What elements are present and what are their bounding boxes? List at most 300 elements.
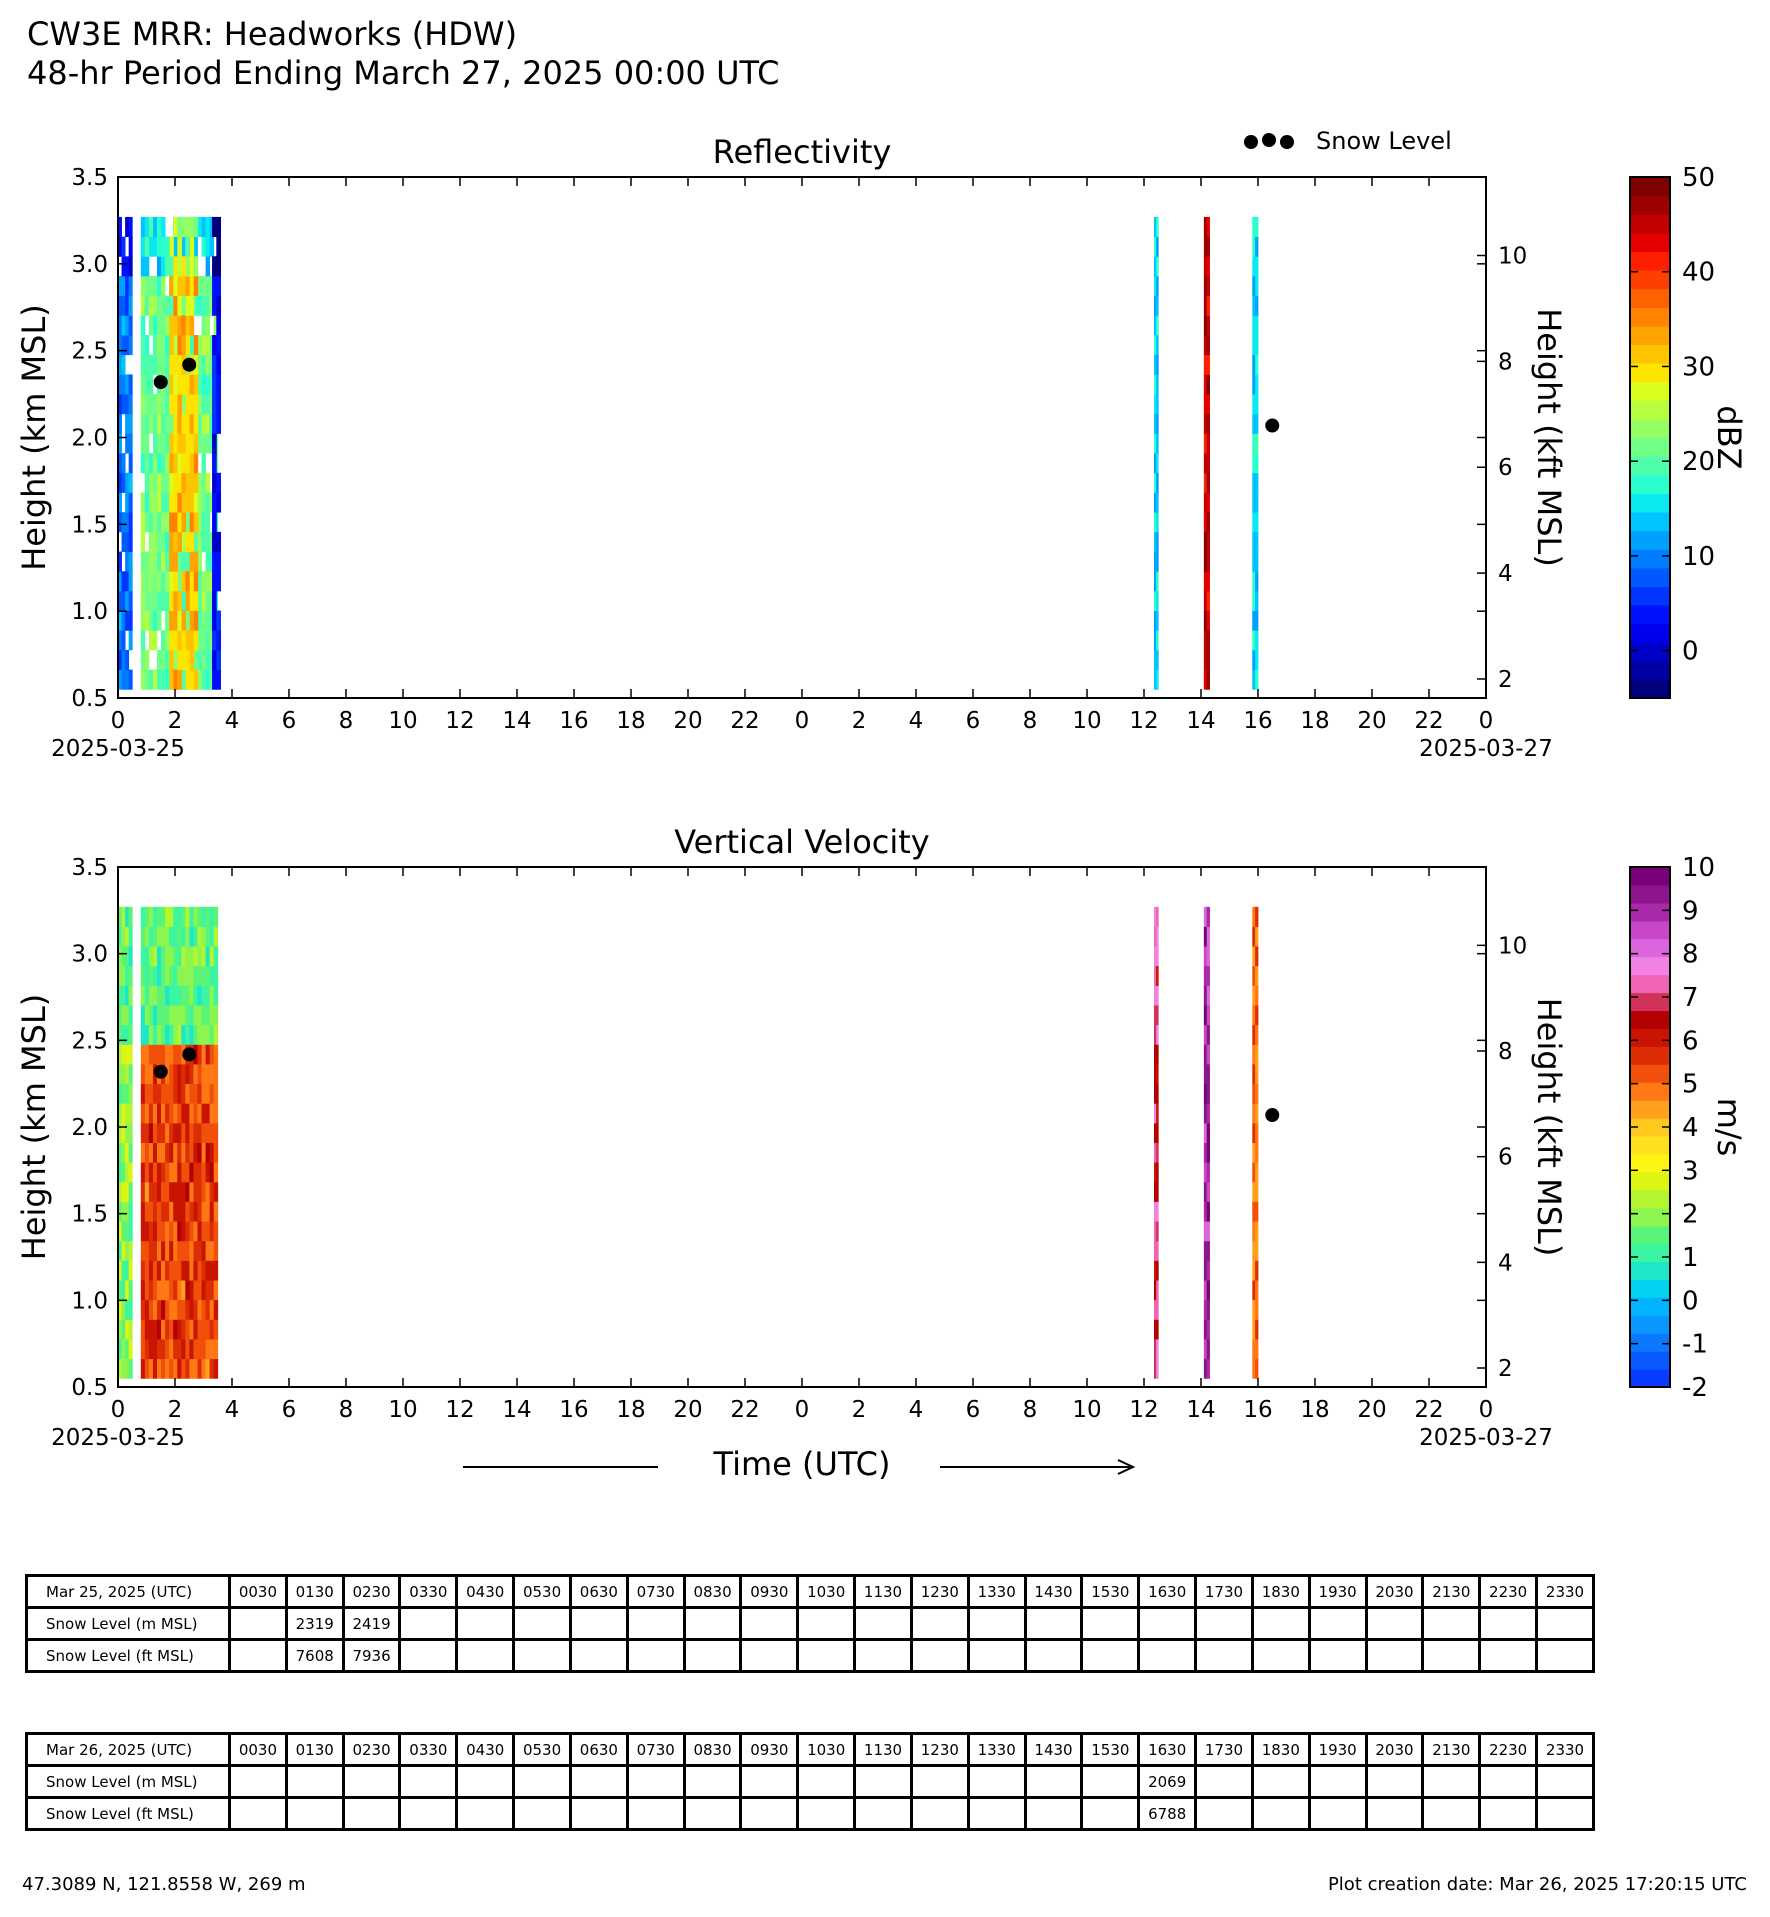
table-cell bbox=[457, 1798, 514, 1830]
colorbar-tick-label: 8 bbox=[1682, 939, 1699, 970]
table-time-header: 1230 bbox=[911, 1734, 968, 1766]
colorbar-swatch bbox=[1630, 885, 1670, 904]
table-cell bbox=[1309, 1766, 1366, 1798]
table-cell bbox=[1025, 1766, 1082, 1798]
colorbar-swatch bbox=[1630, 270, 1670, 289]
table-row-label: Snow Level (ft MSL) bbox=[27, 1640, 230, 1672]
table-time-header: 1230 bbox=[911, 1576, 968, 1608]
table-date-label: Mar 25, 2025 (UTC) bbox=[27, 1576, 230, 1608]
table-row bbox=[27, 1766, 1594, 1798]
echo-segment bbox=[212, 217, 221, 690]
x-tick-label: 16 bbox=[1243, 1397, 1273, 1423]
colorbar-swatch bbox=[1630, 939, 1670, 958]
y-tick-label: 2.0 bbox=[71, 425, 108, 452]
table-cell bbox=[627, 1798, 684, 1830]
x-tick-label: 18 bbox=[1300, 708, 1330, 734]
x-tick-label: 6 bbox=[281, 1397, 297, 1423]
colorbar-swatch bbox=[1630, 214, 1670, 233]
table-time-header: 2330 bbox=[1537, 1734, 1594, 1766]
y-tick-label: 3.0 bbox=[71, 941, 108, 968]
x-tick-label: 14 bbox=[502, 708, 532, 734]
x-tick-label: 20 bbox=[1357, 1397, 1387, 1423]
colorbar-swatch bbox=[1630, 661, 1670, 680]
colorbar-swatch bbox=[1630, 605, 1670, 624]
echo-segment bbox=[1252, 907, 1258, 1379]
colorbar-swatch bbox=[1630, 344, 1670, 363]
table-header-row bbox=[27, 1734, 1594, 1766]
table-time-header: 0230 bbox=[343, 1734, 400, 1766]
table-row-label: Snow Level (m MSL) bbox=[27, 1766, 230, 1798]
table-cell bbox=[570, 1766, 627, 1798]
table-time-header: 2030 bbox=[1366, 1576, 1423, 1608]
snow-level-point bbox=[154, 375, 168, 389]
table-cell: 2419 bbox=[343, 1608, 400, 1640]
table-cell: 2069 bbox=[1139, 1766, 1196, 1798]
table-time-header: 0830 bbox=[684, 1576, 741, 1608]
x-tick-label: 0 bbox=[794, 1397, 810, 1423]
colorbar-swatch bbox=[1630, 642, 1670, 661]
table-cell bbox=[1139, 1608, 1196, 1640]
x-date-end: 2025-03-27 bbox=[1419, 1425, 1553, 1451]
colorbar-swatch bbox=[1630, 549, 1670, 568]
x-tick-label: 2 bbox=[851, 708, 867, 734]
x-tick-label: 6 bbox=[965, 708, 981, 734]
colorbar-swatch bbox=[1630, 1064, 1670, 1083]
table-cell bbox=[1537, 1640, 1594, 1672]
table-time-header: 0430 bbox=[457, 1576, 514, 1608]
colorbar-swatch bbox=[1630, 1190, 1670, 1209]
station-location: 47.3089 N, 121.8558 W, 269 m bbox=[22, 1874, 306, 1895]
y-tick-right-label: 6 bbox=[1498, 1144, 1513, 1171]
x-tick-label: 4 bbox=[224, 708, 240, 734]
table-cell bbox=[1309, 1798, 1366, 1830]
table-time-header: 0530 bbox=[514, 1734, 571, 1766]
x-tick-label: 0 bbox=[1478, 1397, 1494, 1423]
colorbar-tick-label: -1 bbox=[1682, 1329, 1708, 1360]
table-date-label: Mar 26, 2025 (UTC) bbox=[27, 1734, 230, 1766]
colorbar-swatch bbox=[1630, 1261, 1670, 1280]
plot-creation-date: Plot creation date: Mar 26, 2025 17:20:15 UTC bbox=[1327, 1874, 1747, 1895]
y-tick-label: 3.5 bbox=[71, 165, 108, 191]
panel-reflectivity bbox=[15, 127, 1748, 762]
colorbar-swatch bbox=[1630, 1279, 1670, 1298]
table-cell bbox=[798, 1608, 855, 1640]
colorbar-tick-label: 40 bbox=[1682, 257, 1716, 288]
echo-segment bbox=[118, 907, 133, 1379]
x-tick-label: 4 bbox=[908, 1397, 924, 1423]
table-time-header: 0730 bbox=[627, 1734, 684, 1766]
x-tick-label: 14 bbox=[1186, 708, 1216, 734]
colorbar-tick-label: 4 bbox=[1682, 1113, 1699, 1143]
table-time-header: 1030 bbox=[798, 1576, 855, 1608]
x-tick-label: 2 bbox=[851, 1397, 867, 1423]
table-cell: 7936 bbox=[343, 1640, 400, 1672]
table-time-header: 0730 bbox=[627, 1576, 684, 1608]
table-cell bbox=[1423, 1640, 1480, 1672]
colorbar-tick-label: -2 bbox=[1682, 1373, 1708, 1403]
colorbar-swatch bbox=[1630, 456, 1670, 475]
table-cell bbox=[1252, 1640, 1309, 1672]
table-time-header: 1530 bbox=[1082, 1576, 1139, 1608]
table-cell bbox=[1082, 1608, 1139, 1640]
table-time-header: 0130 bbox=[286, 1734, 343, 1766]
y-tick-right-label: 6 bbox=[1498, 455, 1513, 482]
colorbar-tick-label: 0 bbox=[1682, 636, 1699, 667]
x-tick-label: 12 bbox=[1129, 708, 1159, 734]
table-cell bbox=[286, 1798, 343, 1830]
chart-title-line1: CW3E MRR: Headworks (HDW) bbox=[27, 15, 518, 53]
colorbar-swatch bbox=[1630, 1082, 1670, 1101]
table-cell bbox=[911, 1608, 968, 1640]
y-axis-label: Height (km MSL) bbox=[15, 993, 53, 1261]
colorbar-swatch bbox=[1630, 1208, 1670, 1227]
colorbar-swatch bbox=[1630, 289, 1670, 308]
table-cell bbox=[1025, 1640, 1082, 1672]
colorbar-swatch bbox=[1630, 400, 1670, 419]
colorbar-swatch bbox=[1630, 1010, 1670, 1029]
table-cell bbox=[1252, 1608, 1309, 1640]
colorbar-swatch bbox=[1630, 586, 1670, 605]
table-cell bbox=[684, 1798, 741, 1830]
table-cell bbox=[1366, 1608, 1423, 1640]
table-cell bbox=[1537, 1766, 1594, 1798]
table-time-header: 1430 bbox=[1025, 1734, 1082, 1766]
colorbar-label: m/s bbox=[1710, 1097, 1748, 1157]
plot-frame bbox=[118, 867, 1486, 1387]
table-cell: 7608 bbox=[286, 1640, 343, 1672]
colorbar-swatch bbox=[1630, 1315, 1670, 1334]
table-cell: 6788 bbox=[1139, 1798, 1196, 1830]
table-cell bbox=[1480, 1798, 1537, 1830]
y-tick-right-label: 8 bbox=[1498, 1039, 1513, 1066]
colorbar-swatch bbox=[1630, 1244, 1670, 1263]
table-cell bbox=[684, 1766, 741, 1798]
table-cell bbox=[1423, 1766, 1480, 1798]
table-cell bbox=[400, 1798, 457, 1830]
colorbar-tick-label: 3 bbox=[1682, 1156, 1699, 1187]
table-cell bbox=[627, 1766, 684, 1798]
colorbar-swatch bbox=[1630, 531, 1670, 550]
table-time-header: 2130 bbox=[1423, 1734, 1480, 1766]
echo-segment bbox=[141, 907, 218, 1379]
colorbar-swatch bbox=[1630, 1046, 1670, 1065]
colorbar-swatch bbox=[1630, 1351, 1670, 1370]
table-cell bbox=[457, 1640, 514, 1672]
table-cell bbox=[855, 1798, 912, 1830]
x-tick-label: 14 bbox=[1186, 1397, 1216, 1423]
table-cell bbox=[798, 1798, 855, 1830]
table-cell bbox=[968, 1798, 1025, 1830]
x-tick-label: 10 bbox=[388, 708, 418, 734]
x-tick-label: 22 bbox=[1414, 708, 1444, 734]
table-cell bbox=[1082, 1640, 1139, 1672]
x-tick-label: 8 bbox=[338, 1397, 354, 1423]
table-cell bbox=[514, 1798, 571, 1830]
table-time-header: 1730 bbox=[1196, 1576, 1253, 1608]
table-time-header: 1830 bbox=[1252, 1734, 1309, 1766]
table-cell bbox=[968, 1766, 1025, 1798]
table-cell bbox=[230, 1766, 287, 1798]
table-time-header: 1930 bbox=[1309, 1576, 1366, 1608]
x-tick-label: 0 bbox=[110, 708, 126, 734]
table-cell bbox=[1252, 1766, 1309, 1798]
table-time-header: 1730 bbox=[1196, 1734, 1253, 1766]
snow-level-point bbox=[182, 1047, 196, 1061]
table-cell bbox=[741, 1640, 798, 1672]
y-tick-label: 2.5 bbox=[71, 338, 108, 365]
snow-level-point bbox=[1265, 419, 1279, 433]
table-cell bbox=[1196, 1766, 1253, 1798]
colorbar-swatch bbox=[1630, 196, 1670, 215]
colorbar-swatch bbox=[1630, 921, 1670, 940]
x-tick-label: 8 bbox=[1022, 1397, 1038, 1423]
x-tick-label: 4 bbox=[224, 1397, 240, 1423]
table-cell bbox=[1366, 1798, 1423, 1830]
table-cell bbox=[514, 1640, 571, 1672]
colorbar-tick-label: 0 bbox=[1682, 1286, 1699, 1317]
colorbar-swatch bbox=[1630, 568, 1670, 587]
chart-title-line2: 48-hr Period Ending March 27, 2025 00:00 UTC bbox=[27, 54, 780, 92]
table-cell bbox=[855, 1608, 912, 1640]
colorbar-tick-label: 30 bbox=[1682, 352, 1716, 383]
y-axis-label-right: Height (kft MSL) bbox=[1530, 997, 1568, 1257]
table-cell bbox=[343, 1798, 400, 1830]
table-cell bbox=[1196, 1798, 1253, 1830]
table-cell bbox=[400, 1640, 457, 1672]
table-cell bbox=[400, 1608, 457, 1640]
table-cell bbox=[457, 1766, 514, 1798]
table-cell bbox=[1309, 1640, 1366, 1672]
colorbar-swatch bbox=[1630, 1172, 1670, 1191]
colorbar-swatch bbox=[1630, 957, 1670, 976]
table-time-header: 0330 bbox=[400, 1734, 457, 1766]
y-tick-right-label: 10 bbox=[1498, 243, 1528, 270]
table-cell bbox=[627, 1640, 684, 1672]
colorbar-label: dBZ bbox=[1710, 405, 1748, 470]
snow-level-table-mar26 bbox=[25, 1732, 1595, 1831]
x-tick-label: 2 bbox=[167, 708, 183, 734]
table-time-header: 1330 bbox=[968, 1576, 1025, 1608]
table-time-header: 0030 bbox=[230, 1734, 287, 1766]
table-time-header: 2230 bbox=[1480, 1576, 1537, 1608]
table-row-label: Snow Level (ft MSL) bbox=[27, 1798, 230, 1830]
colorbar-tick-label: 2 bbox=[1682, 1199, 1699, 1230]
table-time-header: 2030 bbox=[1366, 1734, 1423, 1766]
colorbar-swatch bbox=[1630, 1136, 1670, 1155]
colorbar-tick-label: 50 bbox=[1682, 163, 1716, 193]
colorbar-swatch bbox=[1630, 1100, 1670, 1119]
x-date-start: 2025-03-25 bbox=[51, 1425, 185, 1451]
x-tick-label: 10 bbox=[1072, 1397, 1102, 1423]
colorbar-swatch bbox=[1630, 177, 1670, 196]
table-cell bbox=[911, 1766, 968, 1798]
colorbar-tick-label: 20 bbox=[1682, 447, 1716, 478]
x-axis-label: Time (UTC) bbox=[713, 1445, 891, 1483]
table-time-header: 0930 bbox=[741, 1734, 798, 1766]
y-tick-label: 0.5 bbox=[71, 1375, 108, 1401]
colorbar-swatch bbox=[1630, 993, 1670, 1012]
table-cell bbox=[230, 1608, 287, 1640]
table-cell bbox=[911, 1798, 968, 1830]
table-time-header: 0530 bbox=[514, 1576, 571, 1608]
x-tick-label: 10 bbox=[388, 1397, 418, 1423]
echo-segment bbox=[1154, 907, 1159, 1379]
table-cell bbox=[741, 1766, 798, 1798]
table-time-header: 0130 bbox=[286, 1576, 343, 1608]
table-cell bbox=[968, 1608, 1025, 1640]
table-row bbox=[27, 1608, 1594, 1640]
legend-marker bbox=[1262, 133, 1276, 147]
table-cell bbox=[457, 1608, 514, 1640]
x-tick-label: 10 bbox=[1072, 708, 1102, 734]
colorbar-swatch bbox=[1630, 679, 1670, 698]
table-row bbox=[27, 1640, 1594, 1672]
x-tick-label: 20 bbox=[673, 708, 703, 734]
x-tick-label: 4 bbox=[908, 708, 924, 734]
colorbar bbox=[1630, 853, 1748, 1403]
colorbar-swatch bbox=[1630, 975, 1670, 994]
table-cell bbox=[684, 1608, 741, 1640]
colorbar-swatch bbox=[1630, 326, 1670, 345]
colorbar-tick-label: 5 bbox=[1682, 1069, 1699, 1100]
table-cell bbox=[1309, 1608, 1366, 1640]
table-cell bbox=[968, 1640, 1025, 1672]
colorbar-tick-label: 6 bbox=[1682, 1026, 1699, 1057]
colorbar-swatch bbox=[1630, 512, 1670, 531]
colorbar-tick-label: 7 bbox=[1682, 983, 1699, 1013]
table-cell bbox=[1139, 1640, 1196, 1672]
table-cell bbox=[741, 1798, 798, 1830]
table-cell bbox=[855, 1640, 912, 1672]
table-cell bbox=[514, 1766, 571, 1798]
table-cell bbox=[1025, 1608, 1082, 1640]
colorbar bbox=[1630, 163, 1748, 699]
y-tick-label: 1.0 bbox=[71, 599, 108, 626]
x-date-end: 2025-03-27 bbox=[1419, 736, 1553, 762]
table-time-header: 1630 bbox=[1139, 1734, 1196, 1766]
x-tick-label: 16 bbox=[559, 708, 589, 734]
table-time-header: 2230 bbox=[1480, 1734, 1537, 1766]
table-cell bbox=[1082, 1798, 1139, 1830]
y-axis-label-right: Height (kft MSL) bbox=[1530, 308, 1568, 567]
x-tick-label: 22 bbox=[730, 708, 760, 734]
y-tick-label: 1.5 bbox=[71, 512, 108, 539]
table-cell bbox=[911, 1640, 968, 1672]
y-tick-label: 2.5 bbox=[71, 1028, 108, 1055]
table-cell: 2319 bbox=[286, 1608, 343, 1640]
table-row-label: Snow Level (m MSL) bbox=[27, 1608, 230, 1640]
y-tick-right-label: 4 bbox=[1498, 1250, 1513, 1277]
echo-segment bbox=[169, 217, 198, 690]
colorbar-swatch bbox=[1630, 1369, 1670, 1388]
x-tick-label: 20 bbox=[1357, 708, 1387, 734]
colorbar-tick-label: 9 bbox=[1682, 896, 1699, 927]
snow-level-point bbox=[1265, 1108, 1279, 1122]
table-cell bbox=[1196, 1608, 1253, 1640]
colorbar-swatch bbox=[1630, 233, 1670, 252]
x-tick-label: 18 bbox=[1300, 1397, 1330, 1423]
table-cell bbox=[570, 1608, 627, 1640]
colorbar-swatch bbox=[1630, 1028, 1670, 1047]
x-tick-label: 8 bbox=[338, 708, 354, 734]
table-cell bbox=[514, 1608, 571, 1640]
x-tick-label: 22 bbox=[1414, 1397, 1444, 1423]
x-tick-label: 14 bbox=[502, 1397, 532, 1423]
panel-title: Reflectivity bbox=[712, 133, 892, 171]
table-cell bbox=[627, 1608, 684, 1640]
x-tick-label: 18 bbox=[616, 708, 646, 734]
table-cell bbox=[230, 1798, 287, 1830]
table-cell bbox=[570, 1640, 627, 1672]
colorbar-swatch bbox=[1630, 903, 1670, 922]
plot-frame bbox=[118, 177, 1486, 698]
panel-vertical-velocity bbox=[15, 823, 1748, 1483]
y-tick-label: 3.0 bbox=[71, 251, 108, 278]
table-cell bbox=[1423, 1798, 1480, 1830]
table-cell bbox=[1196, 1640, 1253, 1672]
legend bbox=[1244, 127, 1452, 155]
x-tick-label: 8 bbox=[1022, 708, 1038, 734]
x-tick-label: 22 bbox=[730, 1397, 760, 1423]
table-time-header: 1330 bbox=[968, 1734, 1025, 1766]
y-tick-right-label: 8 bbox=[1498, 349, 1513, 376]
y-tick-label: 3.5 bbox=[71, 855, 108, 881]
colorbar-tick-label: 10 bbox=[1682, 853, 1716, 883]
table-cell bbox=[343, 1766, 400, 1798]
table-time-header: 1630 bbox=[1139, 1576, 1196, 1608]
y-tick-right-label: 2 bbox=[1498, 666, 1513, 693]
x-tick-label: 6 bbox=[965, 1397, 981, 1423]
table-cell bbox=[570, 1798, 627, 1830]
y-tick-label: 1.5 bbox=[71, 1201, 108, 1228]
echo-segment bbox=[1204, 217, 1210, 690]
y-tick-right-label: 10 bbox=[1498, 933, 1528, 960]
x-tick-label: 16 bbox=[559, 1397, 589, 1423]
legend-marker bbox=[1280, 135, 1294, 149]
colorbar-tick-label: 1 bbox=[1682, 1243, 1699, 1273]
y-axis-label: Height (km MSL) bbox=[15, 304, 53, 571]
colorbar-swatch bbox=[1630, 624, 1670, 643]
y-tick-label: 1.0 bbox=[71, 1288, 108, 1315]
table-row bbox=[27, 1798, 1594, 1830]
y-tick-right-label: 2 bbox=[1498, 1356, 1513, 1383]
x-tick-label: 0 bbox=[110, 1397, 126, 1423]
table-cell bbox=[1252, 1798, 1309, 1830]
table-cell bbox=[286, 1766, 343, 1798]
x-tick-label: 18 bbox=[616, 1397, 646, 1423]
y-tick-label: 2.0 bbox=[71, 1115, 108, 1141]
colorbar-swatch bbox=[1630, 1226, 1670, 1245]
echo-segment bbox=[1252, 217, 1258, 690]
table-cell bbox=[1082, 1766, 1139, 1798]
table-cell bbox=[1480, 1608, 1537, 1640]
x-tick-label: 6 bbox=[281, 708, 297, 734]
colorbar-swatch bbox=[1630, 382, 1670, 401]
table-time-header: 0830 bbox=[684, 1734, 741, 1766]
table-cell bbox=[1480, 1640, 1537, 1672]
echo-segment bbox=[1154, 217, 1159, 690]
table-time-header: 1430 bbox=[1025, 1576, 1082, 1608]
colorbar-tick-label: 10 bbox=[1682, 541, 1716, 572]
x-tick-label: 20 bbox=[673, 1397, 703, 1423]
x-date-start: 2025-03-25 bbox=[51, 736, 185, 762]
table-time-header: 1930 bbox=[1309, 1734, 1366, 1766]
table-cell bbox=[855, 1766, 912, 1798]
colorbar-swatch bbox=[1630, 867, 1670, 886]
snow-level-table-mar25 bbox=[25, 1574, 1595, 1673]
table-time-header: 0630 bbox=[570, 1734, 627, 1766]
table-cell bbox=[1366, 1640, 1423, 1672]
